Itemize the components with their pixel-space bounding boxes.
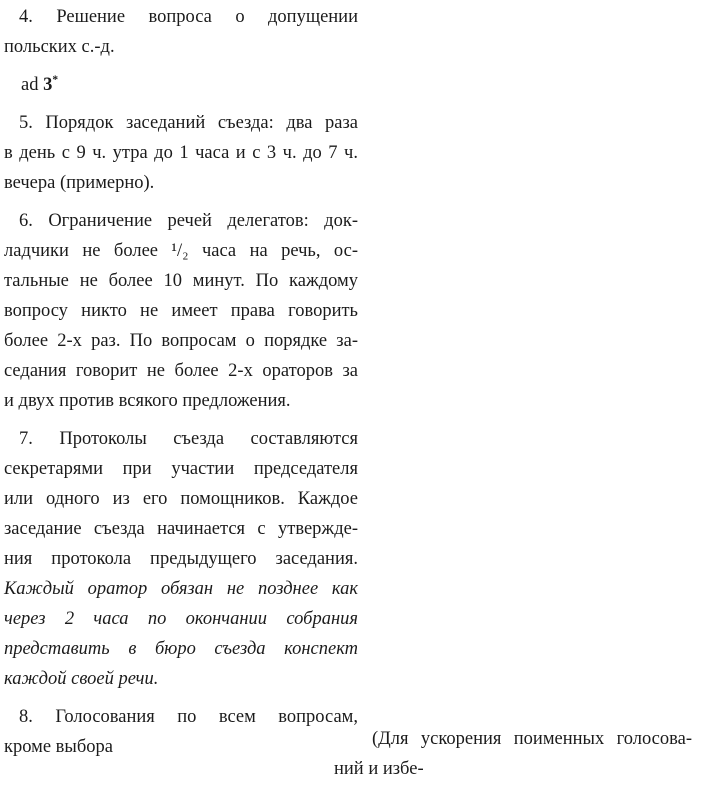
text-line: тальные не более 10 минут. По каждому — [4, 271, 358, 291]
ad-prefix: ad — [21, 75, 44, 95]
text-line: более 2-х раз. По вопросам о порядке за- — [4, 331, 358, 351]
text-line: заседание съезда начинается с утвержде- — [4, 519, 358, 539]
text-line-italic: через 2 часа по окончании собрания — [4, 609, 358, 629]
paragraph-6 — [4, 206, 358, 416]
text-line: или одного из его помощников. Каждое — [4, 489, 358, 509]
paragraph-7 — [4, 424, 358, 694]
text-line: 5. Порядок заседаний съезда: два раза — [19, 113, 358, 133]
text-line: 4. Решение вопроса о допущении — [19, 7, 358, 27]
text-line: секретарями при участии председателя — [4, 459, 358, 479]
ad-number: 3 — [43, 75, 53, 95]
text-line: ладчики не более ¹/₂ часа на речь, ос- — [4, 241, 358, 261]
text-line: ний и избе- — [334, 759, 424, 779]
ad-note-line — [4, 70, 358, 100]
text-line: 7. Протоколы съезда составляются — [19, 429, 358, 449]
text-line: 6. Ограничение речей делегатов: док- — [19, 211, 358, 231]
text-line: вопросу никто не имеет права говорить — [4, 301, 358, 321]
text-line: и двух против всякого предложения. — [4, 391, 291, 411]
ad-note — [4, 70, 358, 100]
text-line: (Для ускорения поименных голосова- — [372, 729, 692, 749]
text-line-italic: каждой своей речи. — [4, 669, 159, 689]
footnote-asterisk: * — [52, 73, 59, 86]
text-line-italic: представить в бюро съезда конспект — [4, 639, 358, 659]
text-line-italic: Каждый оратор обязан не позднее как — [4, 579, 358, 599]
paragraph-4 — [4, 2, 358, 62]
text-line: седания говорит не более 2-х ораторов за — [4, 361, 358, 381]
paragraph-8 — [4, 702, 358, 762]
text-line: 8. Голосования по всем вопросам, — [19, 707, 358, 727]
text-line: кроме выбора — [4, 737, 113, 757]
text-line: в день с 9 ч. утра до 1 часа и с 3 ч. до 7 ч. — [4, 143, 358, 163]
text-line: ния протокола предыдущего заседания. — [4, 549, 358, 569]
paragraph-5 — [4, 108, 358, 198]
main-text-column — [4, 2, 358, 762]
text-line: польских с.-д. — [4, 37, 115, 57]
text-line: вечера (примерно). — [4, 173, 155, 193]
bottom-right-note — [334, 724, 692, 784]
